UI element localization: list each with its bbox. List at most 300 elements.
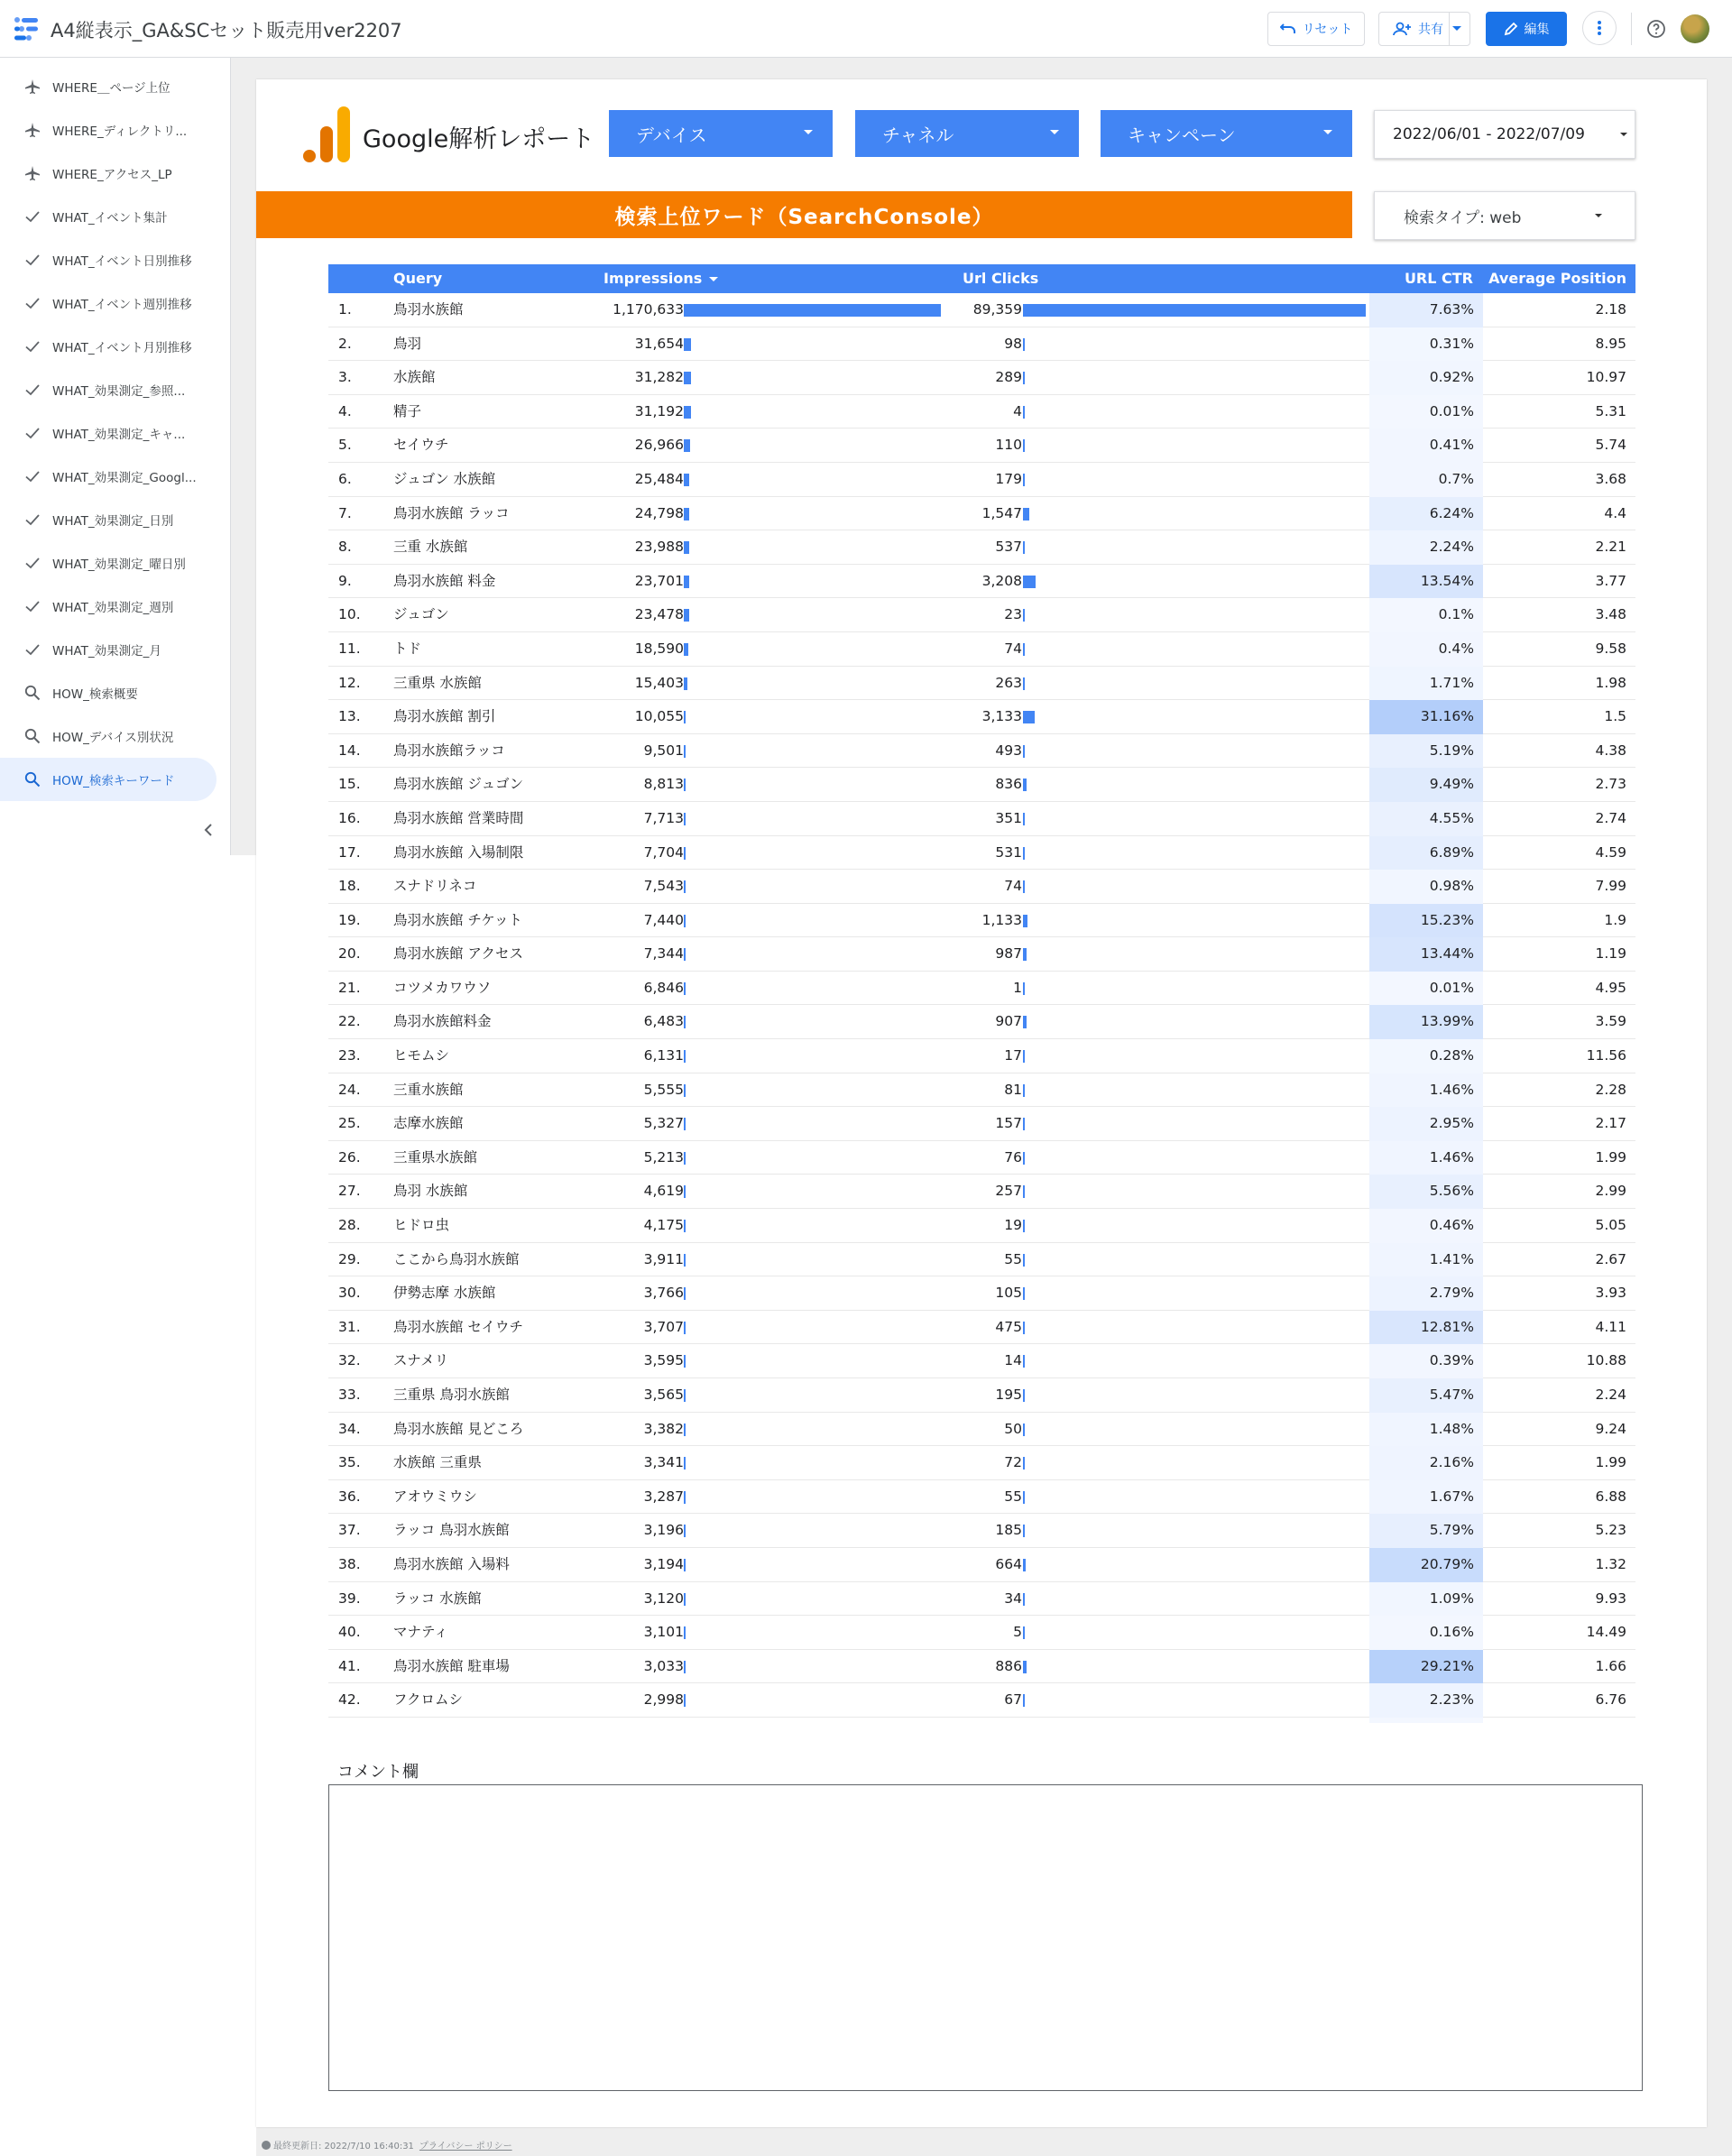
table-row[interactable] — [328, 1039, 1635, 1073]
table-row[interactable] — [328, 1344, 1635, 1378]
query-cell: 鳥羽水族館 営業時間 — [393, 809, 524, 826]
impressions-value: 5,555 — [643, 1081, 684, 1098]
check-icon — [23, 554, 41, 572]
ctr-value: 6.89% — [1369, 836, 1483, 871]
average-position-value: 11.56 — [1586, 1047, 1626, 1064]
impressions-bar — [684, 338, 691, 351]
impressions-bar — [684, 1050, 686, 1063]
sidebar-item-label: WHERE_アクセス_LP — [52, 168, 172, 182]
query-cell: セイウチ — [393, 437, 449, 454]
table-row[interactable] — [328, 1582, 1635, 1617]
row-number: 14. — [338, 742, 361, 759]
clicks-bar — [1023, 1118, 1025, 1130]
column-header-average-position[interactable]: Average Position — [1488, 270, 1626, 287]
add-person-icon — [1392, 22, 1412, 36]
impressions-bar — [684, 1525, 686, 1537]
ctr-value: 13.44% — [1369, 937, 1483, 972]
toolbar-divider — [1631, 13, 1632, 45]
query-cell: 鳥羽水族館ラッコ — [393, 742, 505, 759]
ctr-value: 1.41% — [1369, 1243, 1483, 1277]
clicks-bar — [1023, 1152, 1025, 1165]
check-icon — [23, 511, 41, 529]
sidebar-item-8[interactable] — [0, 368, 216, 411]
sidebar-item-label: HOW_検索キーワード — [52, 774, 175, 788]
clicks-value: 110 — [995, 437, 1022, 454]
comment-textbox[interactable] — [328, 1784, 1643, 2091]
query-cell: 鳥羽水族館 入場制限 — [393, 843, 524, 861]
ctr-value: 13.99% — [1369, 1005, 1483, 1039]
share-button[interactable] — [1378, 12, 1470, 46]
pencil-icon — [1504, 22, 1518, 36]
average-position-value: 1.5 — [1604, 708, 1626, 725]
sidebar-item-label: WHAT_効果測定_Googl... — [52, 471, 197, 485]
impressions-bar — [684, 982, 686, 995]
impressions-value: 3,287 — [643, 1488, 684, 1505]
ctr-value: 0.46% — [1369, 1209, 1483, 1243]
edit-button[interactable] — [1486, 12, 1567, 46]
table-row[interactable] — [328, 1378, 1635, 1413]
clicks-bar — [1023, 745, 1025, 758]
impressions-bar — [684, 406, 691, 419]
clicks-bar — [1023, 779, 1027, 791]
impressions-bar — [684, 508, 689, 521]
ctr-value: 2.79% — [1369, 1276, 1483, 1311]
row-number: 9. — [338, 572, 352, 589]
impressions-value: 3,707 — [643, 1318, 684, 1335]
row-number: 3. — [338, 369, 352, 386]
table-row[interactable] — [328, 1650, 1635, 1684]
clicks-value: 195 — [995, 1387, 1022, 1403]
clicks-value: 74 — [1004, 640, 1022, 657]
ctr-value: 5.47% — [1369, 1378, 1483, 1413]
impressions-header-label: Impressions — [603, 270, 703, 287]
check-icon — [23, 381, 41, 399]
more-options-button[interactable] — [1582, 11, 1617, 45]
looker-studio-logo-icon[interactable] — [13, 16, 40, 41]
ctr-value: 5.19% — [1369, 734, 1483, 769]
clicks-bar — [1023, 541, 1025, 554]
row-number: 32. — [338, 1352, 361, 1369]
reset-label: リセット — [1302, 23, 1353, 37]
table-row[interactable] — [328, 937, 1635, 972]
table-row[interactable] — [328, 667, 1635, 701]
table-row[interactable] — [328, 734, 1635, 769]
privacy-policy-link[interactable]: プライバシー ポリシー — [419, 2142, 512, 2151]
query-cell: マナティ — [393, 1624, 448, 1641]
check-icon — [23, 467, 41, 485]
info-icon — [262, 2141, 271, 2150]
clicks-bar — [1023, 474, 1025, 486]
impressions-bar — [684, 1322, 686, 1334]
sidebar-item-label: HOW_検索概要 — [52, 687, 138, 702]
table-row[interactable] — [328, 904, 1635, 938]
report-footer — [262, 2138, 512, 2151]
table-row[interactable] — [328, 530, 1635, 565]
airplane-icon — [23, 164, 41, 182]
more-vert-icon — [1598, 21, 1601, 35]
ctr-value: 2.16% — [1369, 1446, 1483, 1480]
table-row[interactable] — [328, 1243, 1635, 1277]
impressions-bar — [684, 1694, 686, 1707]
column-header-url-ctr[interactable]: URL CTR — [1404, 270, 1473, 287]
impressions-bar — [684, 1220, 686, 1232]
ctr-value: 29.21% — [1369, 1650, 1483, 1684]
clicks-value: 664 — [995, 1555, 1022, 1572]
impressions-bar — [684, 304, 941, 317]
impressions-value: 7,543 — [643, 878, 684, 895]
average-position-value: 14.49 — [1586, 1624, 1626, 1641]
table-row[interactable] — [328, 497, 1635, 531]
impressions-value: 3,196 — [643, 1522, 684, 1539]
table-row[interactable] — [328, 293, 1635, 327]
row-number: 28. — [338, 1217, 361, 1234]
sidebar-item-14[interactable] — [0, 628, 216, 671]
query-cell: スナメリ — [393, 1352, 449, 1369]
clicks-value: 1 — [1013, 979, 1022, 996]
table-row[interactable] — [328, 1480, 1635, 1515]
table-row[interactable] — [328, 836, 1635, 871]
clicks-bar — [1023, 1525, 1025, 1537]
table-row[interactable] — [328, 598, 1635, 632]
average-position-value: 3.48 — [1595, 606, 1626, 623]
impressions-bar — [684, 1593, 686, 1606]
sidebar-item-10[interactable] — [0, 455, 216, 498]
table-row[interactable] — [328, 327, 1635, 362]
average-position-value: 2.99 — [1595, 1183, 1626, 1200]
clicks-bar — [1023, 576, 1036, 588]
table-row[interactable] — [328, 1107, 1635, 1141]
channel-filter-dropdown[interactable] — [855, 110, 1079, 157]
clicks-bar — [1023, 1457, 1025, 1470]
average-position-value: 5.23 — [1595, 1522, 1626, 1539]
row-number: 10. — [338, 606, 361, 623]
impressions-value: 4,175 — [643, 1217, 684, 1234]
clicks-value: 157 — [995, 1115, 1022, 1132]
ctr-value: 0.01% — [1369, 972, 1483, 1006]
table-row[interactable] — [328, 1548, 1635, 1582]
average-position-value: 7.99 — [1595, 878, 1626, 895]
clicks-value: 55 — [1004, 1488, 1022, 1505]
share-label: 共有 — [1418, 23, 1443, 37]
clicks-value: 89,359 — [972, 301, 1022, 318]
average-position-value: 5.74 — [1595, 437, 1626, 454]
check-icon — [23, 251, 41, 269]
date-range-picker[interactable] — [1374, 110, 1635, 159]
table-row[interactable] — [328, 565, 1635, 599]
table-row[interactable] — [328, 1413, 1635, 1447]
table-row[interactable] — [328, 972, 1635, 1006]
clicks-value: 74 — [1004, 878, 1022, 895]
table-row[interactable] — [328, 1276, 1635, 1311]
check-icon — [23, 337, 41, 355]
sidebar-item-4[interactable] — [0, 195, 216, 238]
sidebar-item-15[interactable] — [0, 671, 216, 714]
sidebar-item-5[interactable] — [0, 238, 216, 281]
sidebar-item-6[interactable] — [0, 281, 216, 325]
average-position-value: 8.95 — [1595, 335, 1626, 352]
sidebar-item-1[interactable] — [0, 65, 216, 108]
row-number: 30. — [338, 1285, 361, 1302]
query-cell: アオウミウシ — [393, 1488, 477, 1505]
clicks-value: 19 — [1004, 1217, 1022, 1234]
impressions-value: 10,055 — [634, 708, 684, 725]
impressions-bar — [684, 677, 687, 690]
query-cell: 鳥羽水族館 ジュゴン — [393, 776, 524, 793]
table-row[interactable] — [328, 1311, 1635, 1345]
table-row[interactable] — [328, 1683, 1635, 1718]
impressions-value: 3,766 — [643, 1285, 684, 1302]
query-cell: 鳥羽水族館 セイウチ — [393, 1318, 523, 1335]
impressions-bar — [684, 1016, 686, 1028]
clicks-value: 493 — [995, 742, 1022, 759]
row-number: 39. — [338, 1589, 361, 1607]
sidebar-item-2[interactable] — [0, 108, 216, 152]
edit-label: 編集 — [1524, 23, 1550, 37]
average-position-value: 1.66 — [1595, 1657, 1626, 1674]
clicks-value: 23 — [1004, 606, 1022, 623]
account-avatar[interactable] — [1681, 14, 1709, 43]
row-number: 11. — [338, 640, 361, 657]
impressions-bar — [684, 609, 689, 622]
impressions-value: 6,846 — [643, 979, 684, 996]
ctr-value: 0.41% — [1369, 428, 1483, 463]
query-cell: 鳥羽水族館 割引 — [393, 708, 496, 725]
page-navigation-sidebar — [0, 58, 231, 855]
clicks-bar — [1023, 915, 1027, 927]
average-position-value: 4.4 — [1604, 504, 1626, 521]
query-cell: 三重県 水族館 — [393, 674, 482, 691]
query-cell: 鳥羽 — [393, 335, 422, 352]
row-number: 2. — [338, 335, 352, 352]
check-icon — [23, 424, 41, 442]
table-row[interactable] — [328, 463, 1635, 497]
clicks-bar — [1023, 1050, 1025, 1063]
clicks-value: 537 — [995, 539, 1022, 556]
sidebar-item-7[interactable] — [0, 325, 216, 368]
clicks-value: 17 — [1004, 1047, 1022, 1064]
table-row[interactable] — [328, 361, 1635, 395]
channel-filter-label: チャネル — [882, 124, 954, 146]
average-position-value: 2.24 — [1595, 1387, 1626, 1403]
share-dropdown-arrow-icon[interactable] — [1449, 13, 1469, 45]
clicks-bar — [1023, 1661, 1027, 1673]
impressions-bar — [684, 1559, 686, 1571]
collapse-sidebar-chevron-icon[interactable] — [200, 822, 216, 838]
report-page — [256, 79, 1707, 2127]
row-number: 5. — [338, 437, 352, 454]
impressions-bar — [684, 1457, 686, 1470]
clicks-bar — [1023, 1424, 1025, 1436]
row-number: 4. — [338, 402, 352, 419]
google-analytics-logo-icon — [299, 105, 357, 164]
clicks-value: 531 — [995, 843, 1022, 861]
query-cell: 三重県 鳥羽水族館 — [393, 1387, 510, 1403]
section-title-banner: 検索上位ワード（SearchConsole） — [256, 191, 1352, 238]
sidebar-item-9[interactable] — [0, 411, 216, 455]
column-header-url-clicks[interactable]: Url Clicks — [963, 270, 1039, 287]
table-row[interactable] — [328, 870, 1635, 904]
query-cell: 鳥羽水族館 ラッコ — [393, 504, 510, 521]
row-number: 8. — [338, 539, 352, 556]
clicks-value: 98 — [1004, 335, 1022, 352]
impressions-bar — [684, 711, 686, 723]
table-row[interactable] — [328, 700, 1635, 734]
row-number: 12. — [338, 674, 361, 691]
table-row[interactable] — [328, 395, 1635, 429]
clicks-bar — [1023, 1694, 1025, 1707]
table-row[interactable] — [328, 1209, 1635, 1243]
impressions-bar — [684, 1661, 686, 1673]
sidebar-item-label: WHERE＿ページ上位 — [52, 81, 170, 96]
clicks-value: 14 — [1004, 1352, 1022, 1369]
average-position-value: 9.24 — [1595, 1420, 1626, 1437]
sidebar-item-label: WHAT_効果測定_日別 — [52, 514, 174, 529]
search-type-dropdown[interactable] — [1374, 191, 1635, 240]
clicks-value: 67 — [1004, 1691, 1022, 1709]
column-header-impressions[interactable] — [603, 264, 718, 293]
table-row[interactable] — [328, 1514, 1635, 1548]
row-number: 41. — [338, 1657, 361, 1674]
row-number: 19. — [338, 911, 361, 928]
check-icon — [23, 640, 41, 659]
table-row[interactable] — [328, 632, 1635, 667]
impressions-value: 3,382 — [643, 1420, 684, 1437]
ctr-value: 2.95% — [1369, 1107, 1483, 1141]
table-row[interactable] — [328, 802, 1635, 836]
average-position-value: 5.31 — [1595, 402, 1626, 419]
row-number: 25. — [338, 1115, 361, 1132]
table-row[interactable] — [328, 1175, 1635, 1209]
table-row[interactable] — [328, 768, 1635, 802]
row-number: 20. — [338, 945, 361, 963]
ctr-value: 5.79% — [1369, 1514, 1483, 1548]
impressions-bar — [684, 474, 689, 486]
average-position-value: 10.88 — [1586, 1352, 1626, 1369]
table-row[interactable] — [328, 428, 1635, 463]
table-row[interactable] — [328, 1073, 1635, 1108]
ctr-value: 12.81% — [1369, 1311, 1483, 1345]
query-cell: 鳥羽 水族館 — [393, 1183, 468, 1200]
sidebar-item-label: WHAT_イベント集計 — [52, 211, 168, 226]
clicks-bar — [1023, 338, 1025, 351]
sidebar-below-area — [0, 855, 256, 2156]
query-cell: 鳥羽水族館 入場料 — [393, 1555, 510, 1572]
ctr-value: 1.48% — [1369, 1413, 1483, 1447]
query-cell: 志摩水族館 — [393, 1115, 464, 1132]
ctr-value: 0.92% — [1369, 361, 1483, 395]
ctr-value: 0.16% — [1369, 1616, 1483, 1650]
impressions-value: 5,213 — [643, 1148, 684, 1166]
help-icon[interactable] — [1645, 18, 1667, 40]
device-filter-dropdown[interactable] — [609, 110, 833, 157]
impressions-value: 7,704 — [643, 843, 684, 861]
query-cell: ラッコ 水族館 — [393, 1589, 482, 1607]
row-number: 18. — [338, 878, 361, 895]
report-title[interactable]: A4縦表示_GA&SCセット販売用ver2207 — [51, 20, 402, 41]
query-cell: 鳥羽水族館料金 — [393, 1013, 492, 1030]
ctr-value: 6.24% — [1369, 497, 1483, 531]
clicks-value: 907 — [995, 1013, 1022, 1030]
ctr-value: 2.23% — [1369, 1683, 1483, 1718]
clicks-value: 3,133 — [981, 708, 1022, 725]
average-position-value: 4.11 — [1595, 1318, 1626, 1335]
impressions-value: 4,619 — [643, 1183, 684, 1200]
ctr-value: 5.56% — [1369, 1175, 1483, 1209]
date-range-value: 2022/06/01 - 2022/07/09 — [1393, 125, 1585, 143]
table-row[interactable] — [328, 1005, 1635, 1039]
table-row[interactable] — [328, 1446, 1635, 1480]
ctr-value: 7.63% — [1369, 293, 1483, 327]
impressions-value: 2,998 — [643, 1691, 684, 1709]
ctr-value: 4.55% — [1369, 802, 1483, 836]
table-row[interactable] — [328, 1616, 1635, 1650]
query-cell: 鳥羽水族館 料金 — [393, 572, 496, 589]
top-app-bar — [0, 0, 1732, 58]
impressions-bar — [684, 643, 688, 656]
row-number: 26. — [338, 1148, 361, 1166]
row-number: 24. — [338, 1081, 361, 1098]
clicks-bar — [1023, 982, 1025, 995]
sidebar-item-17[interactable] — [0, 758, 216, 801]
row-number: 40. — [338, 1624, 361, 1641]
impressions-value: 3,565 — [643, 1387, 684, 1403]
average-position-value: 2.28 — [1595, 1081, 1626, 1098]
column-header-query[interactable]: Query — [393, 270, 443, 287]
row-number: 38. — [338, 1555, 361, 1572]
clicks-bar — [1023, 1016, 1027, 1028]
sidebar-item-12[interactable] — [0, 541, 216, 585]
ctr-value: 13.54% — [1369, 565, 1483, 599]
sidebar-item-label: WHAT_効果測定_月 — [52, 644, 161, 659]
reset-button[interactable] — [1267, 12, 1365, 46]
sidebar-item-11[interactable] — [0, 498, 216, 541]
average-position-value: 1.32 — [1595, 1555, 1626, 1572]
table-row[interactable] — [328, 1141, 1635, 1175]
ctr-value: 1.09% — [1369, 1582, 1483, 1617]
impressions-bar — [684, 576, 689, 588]
sidebar-item-16[interactable] — [0, 714, 216, 758]
clicks-bar — [1023, 1559, 1026, 1571]
average-position-value: 4.38 — [1595, 742, 1626, 759]
ctr-value: 1.67% — [1369, 1480, 1483, 1515]
check-icon — [23, 597, 41, 615]
average-position-value: 10.97 — [1586, 369, 1626, 386]
clicks-bar — [1023, 1626, 1025, 1639]
row-number: 33. — [338, 1387, 361, 1403]
clicks-bar — [1023, 1185, 1025, 1198]
campaign-filter-dropdown[interactable] — [1101, 110, 1352, 157]
comment-label: コメント欄 — [337, 1763, 419, 1782]
impressions-bar — [684, 1152, 686, 1165]
impressions-value: 7,344 — [643, 945, 684, 963]
clicks-value: 987 — [995, 945, 1022, 963]
query-cell: ヒモムシ — [393, 1047, 450, 1064]
query-cell: 水族館 — [393, 369, 436, 386]
impressions-bar — [684, 880, 686, 893]
impressions-value: 3,194 — [643, 1555, 684, 1572]
sidebar-item-3[interactable] — [0, 152, 216, 195]
impressions-bar — [684, 915, 686, 927]
search-type-value: 検索タイプ: web — [1404, 208, 1522, 227]
query-cell: ジュゴン 水族館 — [393, 470, 496, 487]
row-number: 36. — [338, 1488, 361, 1505]
row-number: 1. — [338, 301, 352, 318]
undo-icon — [1280, 23, 1296, 35]
impressions-value: 3,101 — [643, 1624, 684, 1641]
sidebar-item-13[interactable] — [0, 585, 216, 628]
impressions-value: 3,341 — [643, 1454, 684, 1471]
chevron-down-icon — [1050, 130, 1059, 134]
